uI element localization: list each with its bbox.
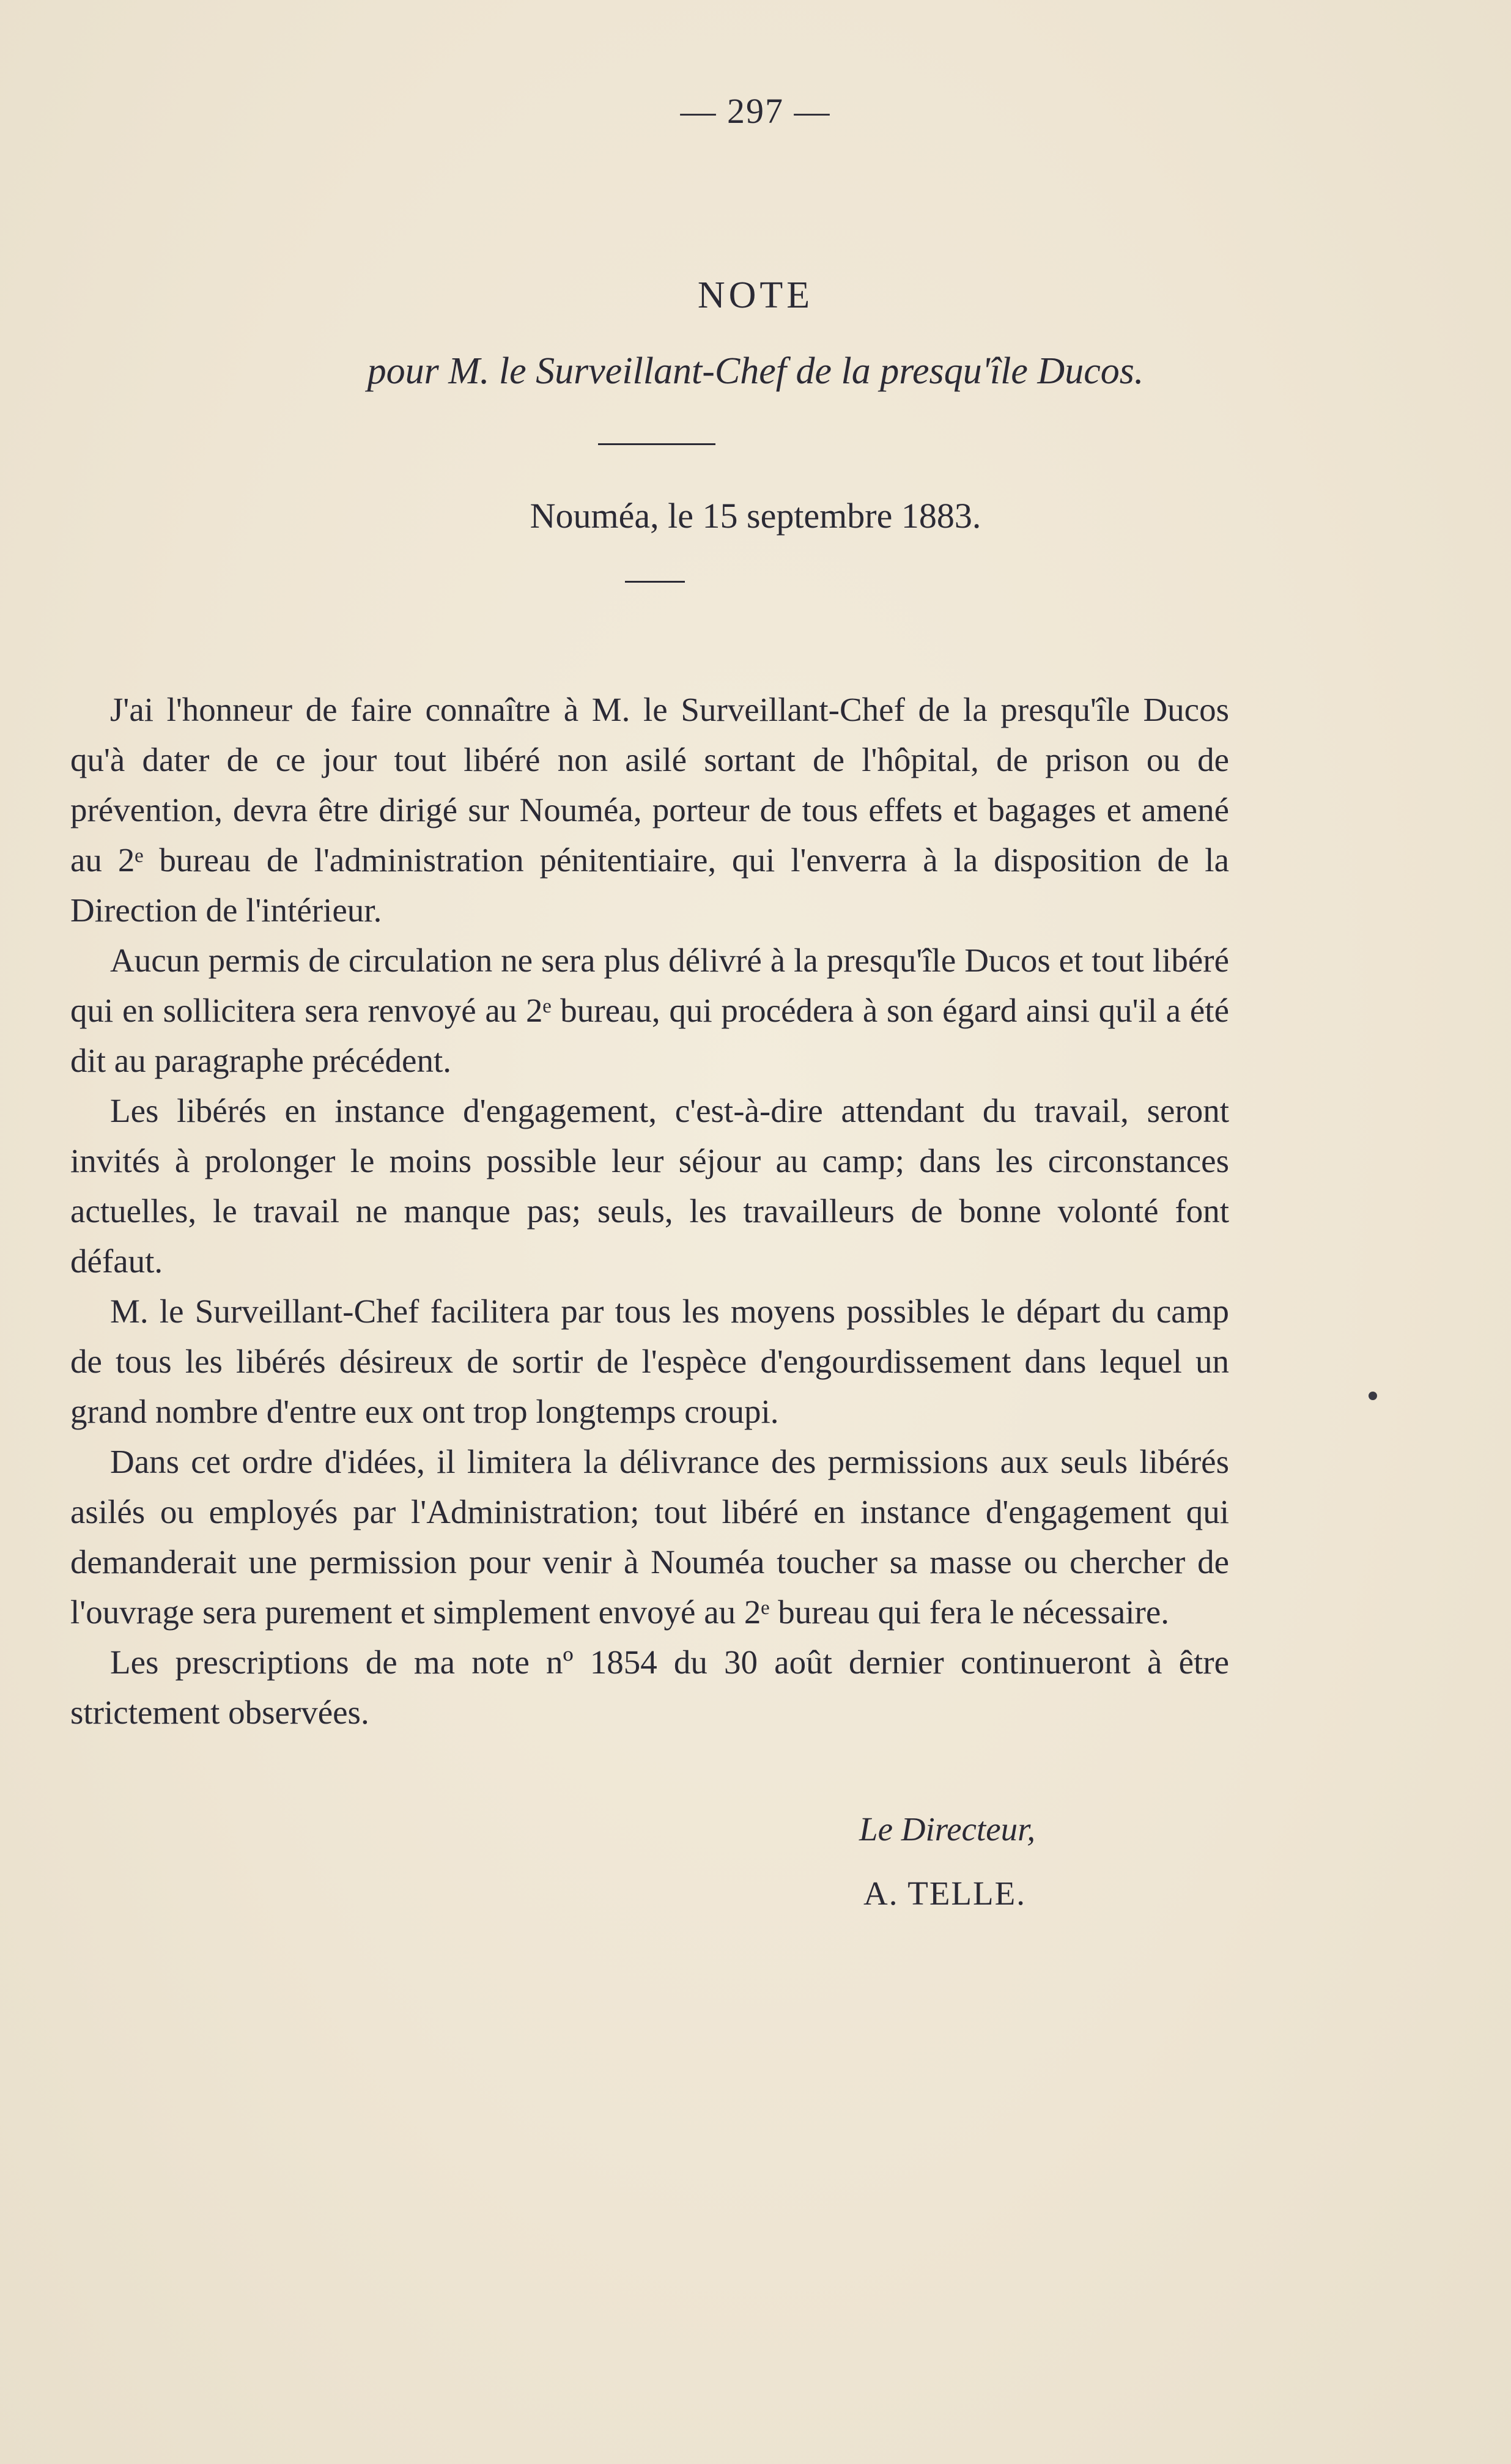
paragraph: Les prescriptions de ma note nº 1854 du 30 août dernier continueront à être strictement observées. (70, 1643, 1229, 1731)
dateline: Nouméa, le 15 septembre 1883. (530, 496, 981, 536)
note-title: NOTE (697, 275, 814, 316)
divider-rule (598, 443, 715, 445)
note-body (70, 685, 1229, 1738)
ink-speck (1369, 1392, 1377, 1400)
signature-title: Le Directeur, (859, 1810, 1036, 1848)
signature-name: A. TELLE. (863, 1875, 1026, 1912)
note-subtitle: pour M. le Surveillant-Chef de la presqu'île Ducos. (367, 350, 1144, 392)
paragraph: M. le Surveillant-Chef facilitera par tous les moyens possibles le départ du camp de tous les libérés désireux de sortir de l'espèce d'engourdissement dans lequel un grand nombre d'entre eux ont trop longtemps croupi. (70, 1293, 1229, 1430)
divider-rule (625, 581, 685, 583)
page-number: — 297 — (680, 91, 831, 131)
paragraph: J'ai l'honneur de faire connaître à M. le Surveillant-Chef de la presqu'île Ducos qu'à dater de ce jour tout libéré non asilé sortant de l'hôpital, de prison ou de prévention, devra être dirigé sur Nouméa, porteur de tous effets et bagages et amené au 2ᵉ bureau de l'administration pénitentiaire, qui l'enverra à la disposition de la Direction de l'intérieur. (70, 691, 1229, 929)
paragraph: Aucun permis de circulation ne sera plus délivré à la presqu'île Ducos et tout libéré qui en sollicitera sera renvoyé au 2ᵉ bureau, qui procédera à son égard ainsi qu'il a été dit au paragraphe précédent. (70, 942, 1229, 1079)
paragraph: Les libérés en instance d'engagement, c'est-à-dire attendant du travail, seront invités à prolonger le moins possible leur séjour au camp; dans les circonstances actuelles, le travail ne manque pas; seuls, les travailleurs de bonne volonté font défaut. (70, 1092, 1229, 1280)
paragraph: Dans cet ordre d'idées, il limitera la délivrance des permissions aux seuls libérés asilés ou employés par l'Administration; tout libéré en instance d'engagement qui demanderait une permission pour venir à Nouméa toucher sa masse ou chercher de l'ouvrage sera purement et simplement envoyé au 2ᵉ bureau qui fera le nécessaire. (70, 1443, 1229, 1631)
